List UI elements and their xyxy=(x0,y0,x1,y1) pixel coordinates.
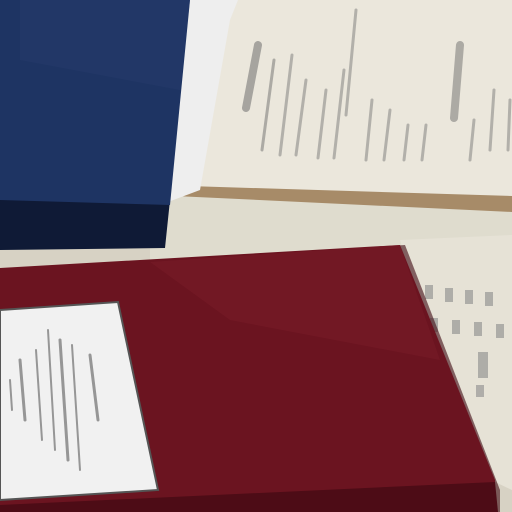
document-sheet xyxy=(188,0,512,196)
